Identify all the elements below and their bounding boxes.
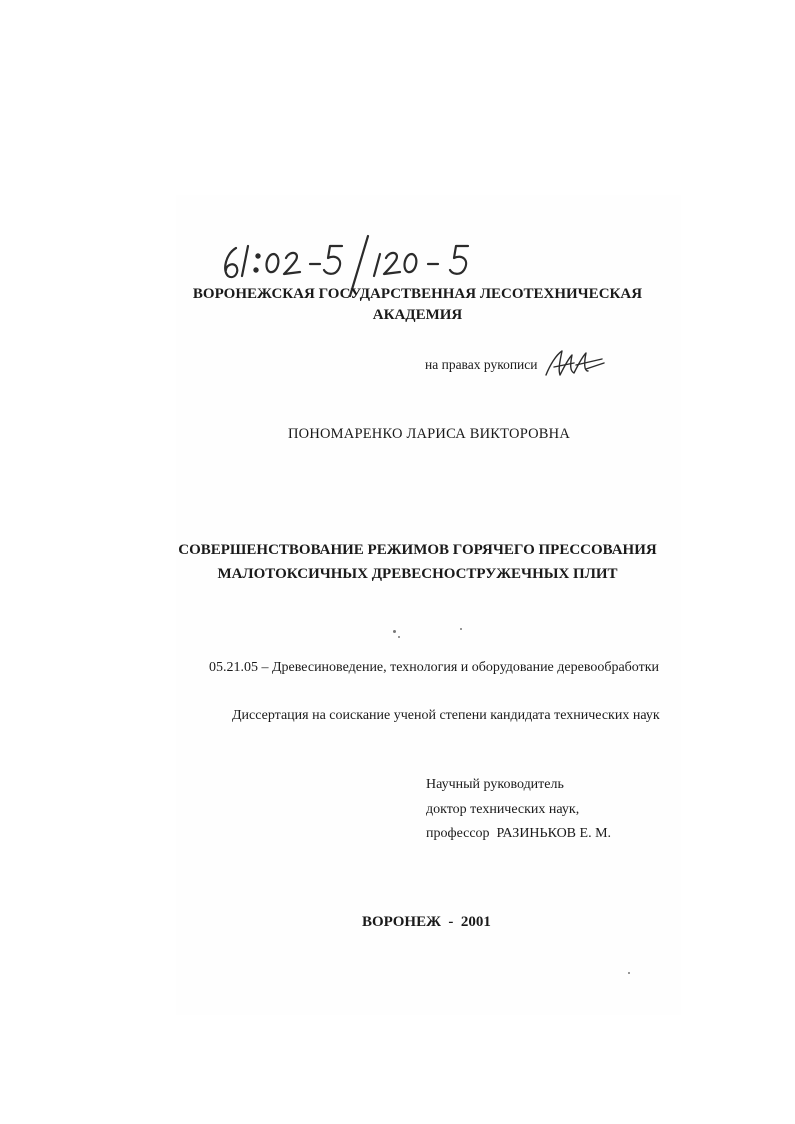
dissertation-type: Диссертация на соискание ученой степени кандидата технических наук: [232, 708, 660, 723]
scan-speck: [628, 972, 630, 974]
supervisor-role: Научный руководитель: [426, 777, 564, 792]
manuscript-rights-note: на правах рукописи: [425, 357, 538, 372]
scan-speck: [460, 628, 462, 630]
supervisor-name: профессор РАЗИНЬКОВ Е. М.: [426, 826, 612, 841]
city-year: ВОРОНЕЖ - 2001: [362, 914, 491, 930]
dissertation-title-line-2: МАЛОТОКСИЧНЫХ ДРЕВЕСНОСТРУЖЕЧНЫХ ПЛИТ: [217, 566, 618, 582]
author-name: ПОНОМАРЕНКО ЛАРИСА ВИКТОРОВНА: [288, 426, 571, 442]
institution-line-2: АКАДЕМИЯ: [372, 307, 463, 323]
specialty-code: 05.21.05 – Древесиноведение, технология и оборудование деревообработки: [209, 660, 660, 675]
institution-line-1: ВОРОНЕЖСКАЯ ГОСУДАРСТВЕННАЯ ЛЕСОТЕХНИЧЕСКАЯ: [192, 286, 643, 302]
supervisor-degree: доктор технических наук,: [426, 802, 580, 817]
dissertation-title-line-1: СОВЕРШЕНСТВОВАНИЕ РЕЖИМОВ ГОРЯЧЕГО ПРЕССОВАНИЯ: [178, 542, 657, 558]
scan-speck: [398, 636, 400, 638]
scan-speck: [393, 630, 396, 633]
signature-icon: [540, 345, 610, 381]
